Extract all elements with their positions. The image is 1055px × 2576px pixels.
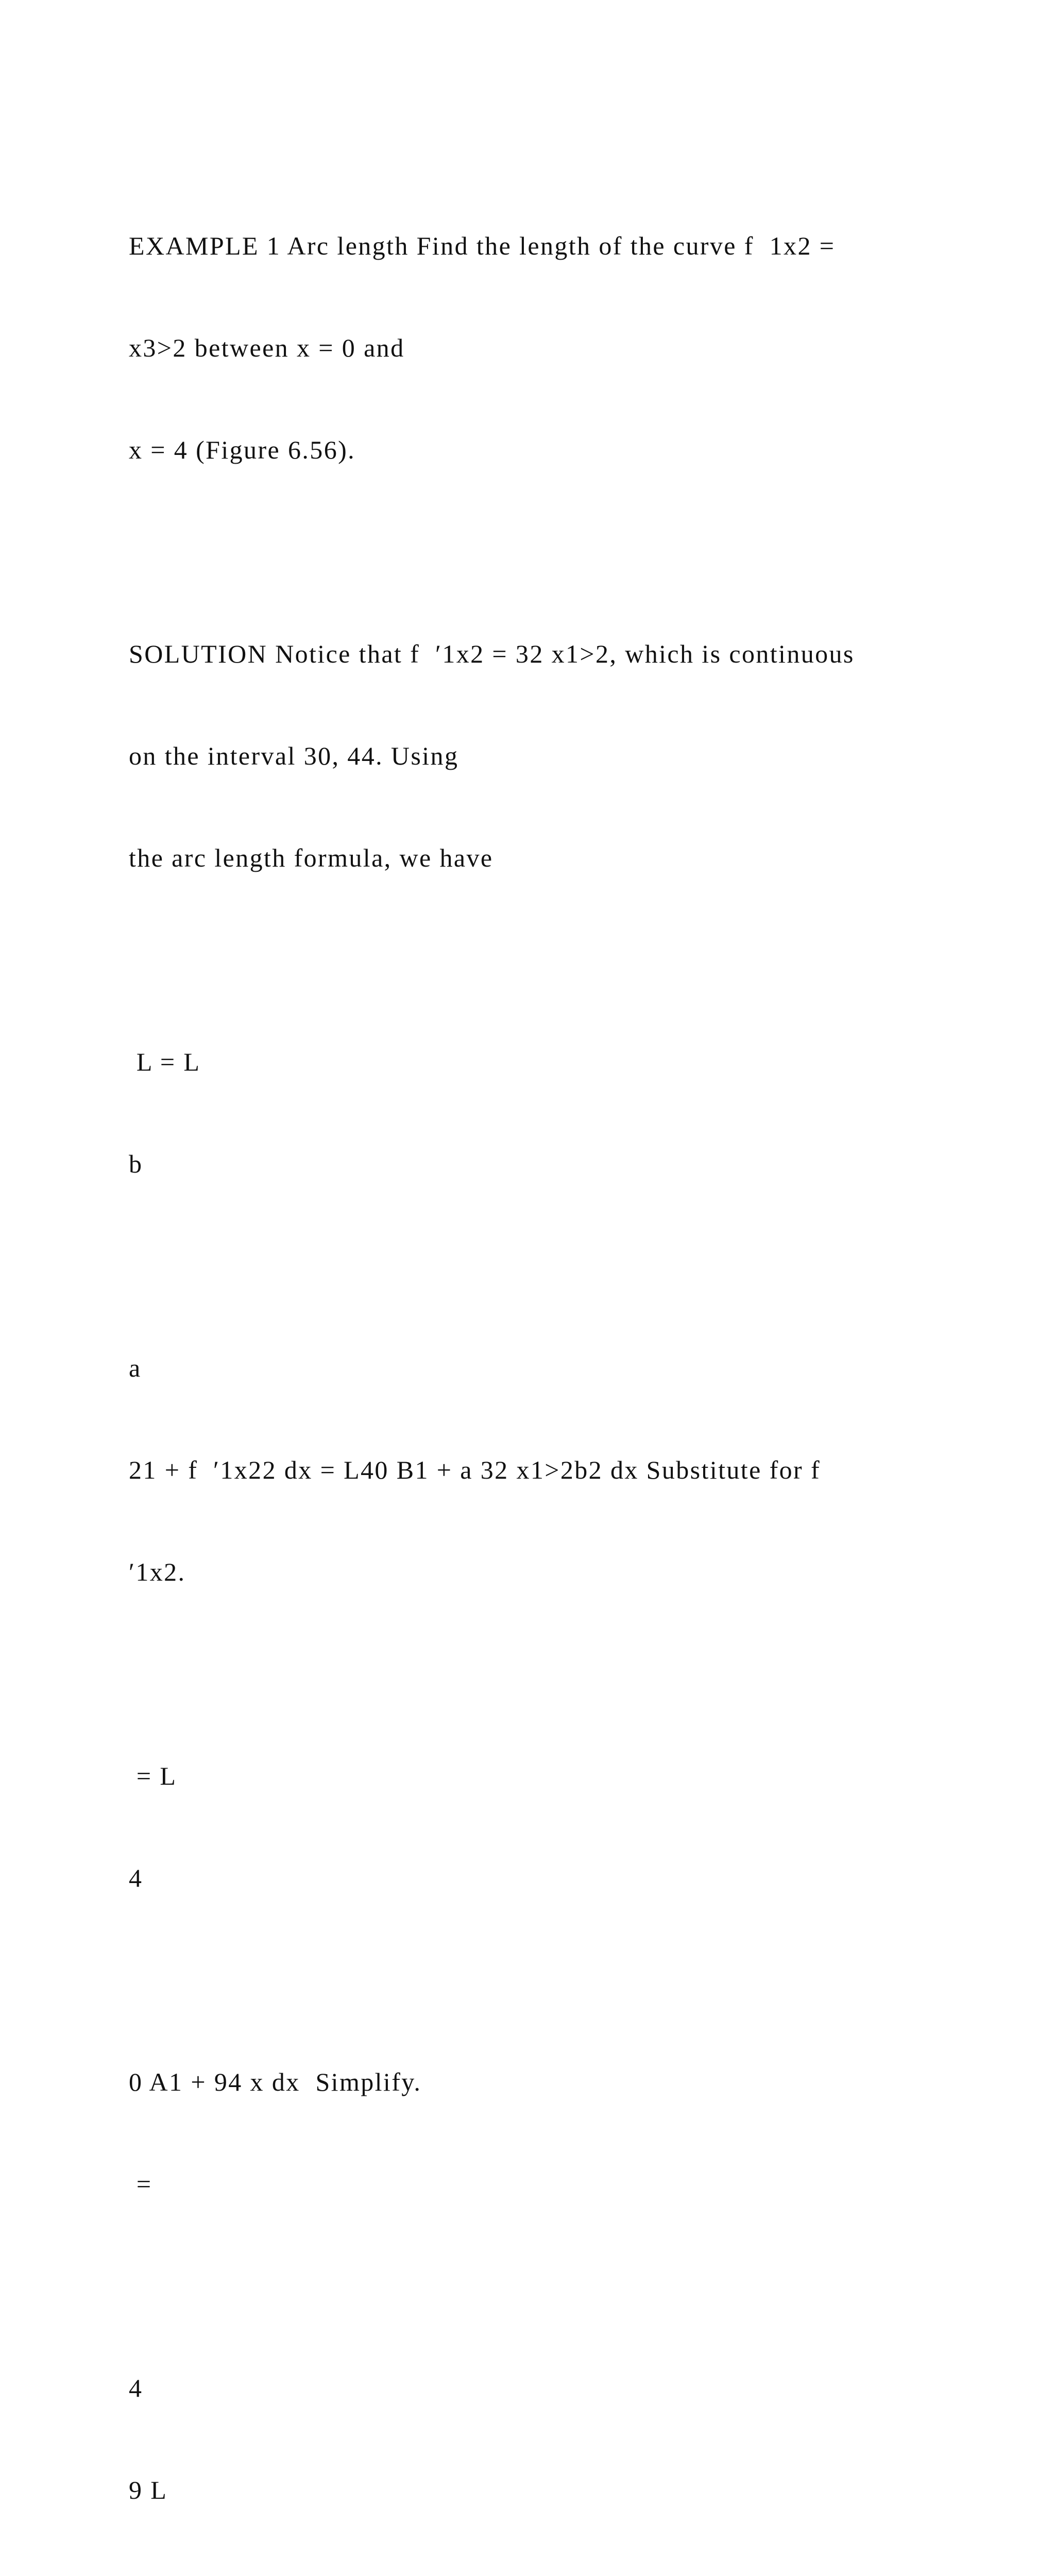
text-line: 4 <box>129 2374 143 2402</box>
text-line: x = 4 (Figure 6.56). <box>129 435 356 464</box>
blank-line <box>129 535 1005 569</box>
text-line: a <box>129 1353 142 1382</box>
blank-line <box>129 2575 1005 2576</box>
text-line: L = L <box>129 1047 201 1076</box>
text-line: 4 <box>129 1863 143 1892</box>
text-line: = <box>129 2170 152 2198</box>
text-line: 21 + f ′1x22 dx = L40 B1 + a 32 x1>2b2 dx Substitute for f <box>129 1455 821 1484</box>
text-line: SOLUTION Notice that f ′1x2 = 32 x1>2, which is continuous <box>129 639 855 668</box>
text-line: the arc length formula, we have <box>129 843 494 872</box>
text-line: x3>2 between x = 0 and <box>129 333 405 362</box>
blank-line <box>129 1963 1005 1997</box>
text-line: on the interval 30, 44. Using <box>129 741 459 770</box>
text-line: = L <box>129 1761 177 1790</box>
text-line: ′1x2. <box>129 1557 186 1586</box>
blank-line <box>129 1249 1005 1283</box>
text-line: b <box>129 1149 143 1178</box>
text-line: EXAMPLE 1 Arc length Find the length of the curve f 1x2 = <box>129 231 836 260</box>
blank-line <box>129 2269 1005 2303</box>
blank-line <box>129 943 1005 977</box>
text-line: 0 A1 + 94 x dx Simplify. <box>129 2067 422 2096</box>
document-body <box>129 161 1005 2576</box>
blank-line <box>129 1657 1005 1691</box>
text-line: 9 L <box>129 2476 168 2504</box>
